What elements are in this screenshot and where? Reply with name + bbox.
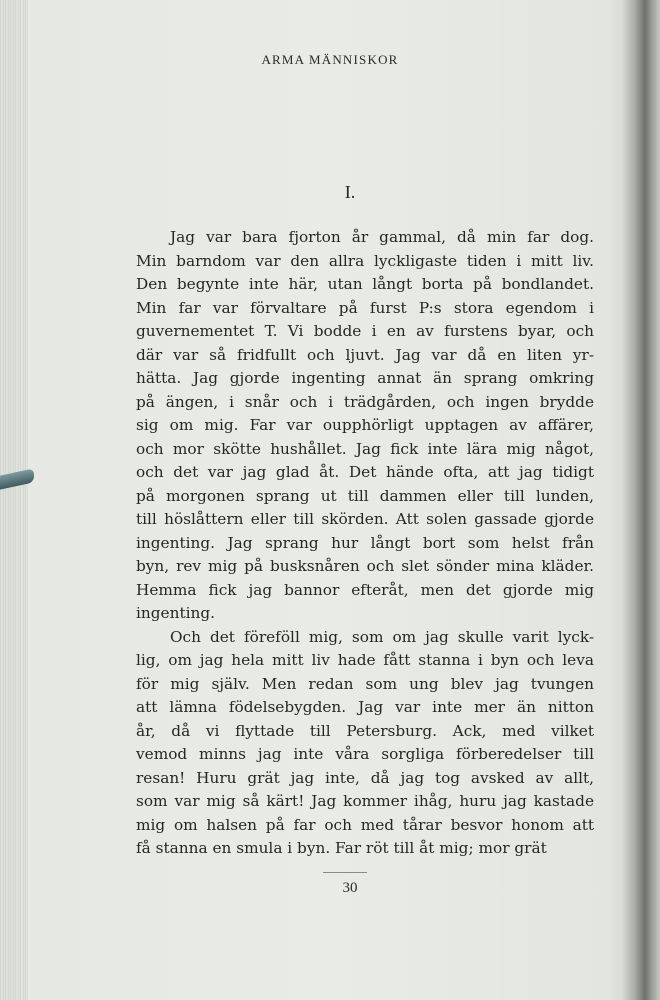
text-line: år, då vi flyttade till Petersburg. Ack, med vilket xyxy=(136,721,594,740)
text-line: byn, rev mig på busksnåren och slet sönder mina kläder. xyxy=(136,557,594,575)
chapter-heading: I. xyxy=(344,182,356,202)
text-line: sig om mig. Far var oupphörligt upptagen av affärer, xyxy=(136,416,594,434)
text-line: Och det föreföll mig, som om jag skulle varit lyck- xyxy=(170,627,594,646)
running-head: ARMA MÄNNISKOR xyxy=(261,52,399,67)
page-number-rule xyxy=(323,872,367,873)
text-line: till höslåttern eller till skörden. Att solen gassade gjorde xyxy=(136,510,594,528)
text-line: Min far var förvaltare på furst P:s stora egendom i xyxy=(136,298,594,317)
text-line: få stanna en smula i byn. Far röt till åt mig; mor grät xyxy=(136,839,547,857)
text-line: Jag var bara fjorton år gammal, då min far dog. xyxy=(170,228,594,246)
text-line: hätta. Jag gjorde ingenting annat än sprang omkring xyxy=(136,369,594,387)
text-line: på morgonen sprang ut till dammen eller till lunden, xyxy=(136,486,594,505)
text-line: där var så fridfullt och ljuvt. Jag var då en liten yr- xyxy=(136,345,594,364)
text-line: Hemma fick jag bannor efteråt, men det gjorde mig xyxy=(136,580,594,599)
text-line: lig, om jag hela mitt liv hade fått stanna i byn och leva xyxy=(136,651,594,669)
book-gutter xyxy=(622,0,660,1000)
text-line: mig om halsen på far och med tårar besvor honom att xyxy=(136,815,594,834)
text-line: och det var jag glad åt. Det hände ofta, att jag tidigt xyxy=(136,463,594,481)
text-line: vemod minns jag inte våra sorgliga förberedelser till xyxy=(136,745,594,763)
text-line: att lämna födelsebygden. Jag var inte mer än nitton xyxy=(136,698,594,716)
text-line: som var mig så kärt! Jag kommer ihåg, huru jag kastade xyxy=(136,792,594,810)
text-line: resan! Huru grät jag inte, då jag tog avsked av allt, xyxy=(136,768,594,787)
body-text xyxy=(136,226,594,861)
text-line: på ängen, i snår och i trädgården, och ingen brydde xyxy=(136,392,594,411)
paragraph xyxy=(136,226,594,626)
text-line: Den begynte inte här, utan långt borta på bondlandet. xyxy=(136,275,594,293)
text-line: guvernementet T. Vi bodde i en av furstens byar, och xyxy=(136,322,594,340)
page-number: 30 xyxy=(342,880,358,896)
text-line: Min barndom var den allra lyckligaste tiden i mitt liv. xyxy=(136,251,594,270)
text-line: och mor skötte hushållet. Jag fick inte lära mig något, xyxy=(136,439,594,458)
text-line: ingenting. xyxy=(136,604,215,622)
text-line: för mig själv. Men redan som ung blev jag tvungen xyxy=(136,674,594,693)
paragraph xyxy=(136,626,594,861)
text-line: ingenting. Jag sprang hur långt bort som helst från xyxy=(136,533,594,552)
page-stack-edge xyxy=(0,0,28,1000)
